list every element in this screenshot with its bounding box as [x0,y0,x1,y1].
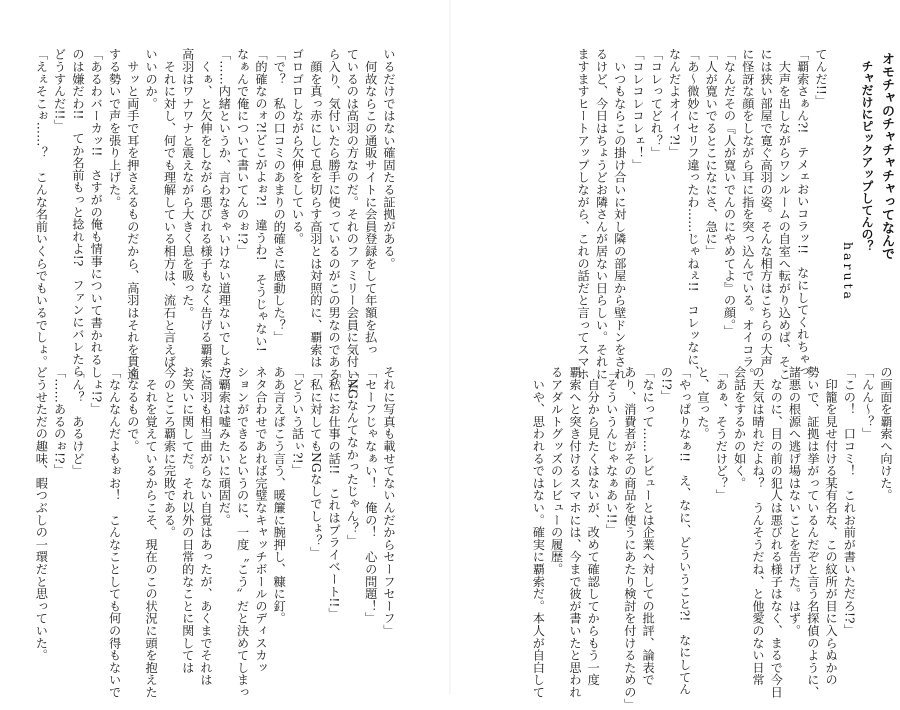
text-block-top-left: いるだけではない確固たる証拠がある。 何故ならこの通販サイトに会員登録をして年額を払っ ているのは高羽の方なのだ。それのファミリー会員に気付いた ら入り、気付いたら勝手に使っているのがこの男なのである。 顔を真っ赤にして息を切らす高羽とは対照的に、覇索は ゴロゴロしながら欠伸をしている。 「で？ 私の口コミのあまりの的確さに感動した？」 「的確なのォ?!どこがよぉ?! 違うわ! そうじゃない! なぁんで俺について書いてんのぉ!?」 「……内緒というか、言わなきゃいけない道理ないでしょ？」 くぁ、と欠伸をしながら悪びれる様子もなく告げる覇索に、 高羽はワナワナと震えながら大きく息を吸った。 それに対し、何でも理解している相方は、流石と言えば いいのか。 サッと両手で耳を押さえるものだから、高羽はそれを貫通 する勢いで声を張り上げた。 「あるわバーカッ!! さすがの俺も情事について書かれる のは嫌だわ!! てか名前もっと捻れよ!? ファンにバレたら どうすんだ!!」 「えぇそこぉ……？ こんな名前いくらでもいるでしょ。 [34,48,396,393]
story-title: オモチャのチャチャチャってなんで [879,52,894,260]
text-block-bottom-left: それに写真も載せてないんだからセーフセーフ」 「セーフじゃなぁい！ 俺の！ 心の問題！」 「NGなんてなかったじゃん？」 「私にお仕事の話!! これはプライベート!!」 「私に対してもNGなしでしょ？」 「どういう話ぃ?!」 ああ言えばこう言う、暖簾に腕押し、糠に釘。 ネタ合わせであれば完璧なキャッチボールのディスカッ ションができるというのに、一度〝こう〟だと決めてしまっ た覇索は嘘みたいに頑固だ。 高羽も相当曲がらない自覚はあったが、あくまでそれは お笑いに関してだ。それ以外の日常的なことに関しては 今のところ覇索に完敗である。 それを覚えているからこそ、現在のこの状況に頭を抱えた くなるもので。 「なんなんだよもぉお！ こんなことしても何の得もないで しょ!?」 「ん？ あるけど」 「……あるのぉ!?」 どうせただの趣味、暇つぶしの一環だと思っていた。 [34,366,396,699]
left-page [0,0,450,699]
right-page [450,0,900,710]
text-block-bottom-right: の画面を覇索へ向けた。 「んん～？」 「この！ 口コミ！ これお前が書いただろ!?」 印籠を見せ付ける某有名な、この紋所が目に入らぬかの 勢いで、証拠は挙がっているんだぞと言う名探偵のように、 諸悪の根源へ逃げ場はないことを告げた。はず。 なのに、目の前の犯人は悪びれる様子はなく、まるで今日 の天気は晴れだよね？ うんそうだね、と他愛のない日常 会話をするかの如く。 「あぁ、そうだけど？」 と、宣った。 「やっぱりなぁ!! え、なに、どういうこと?! なにしてん の!?」 「なにって……レビューとは企業へ対しての批評、論表で あり、消費者がその商品を使うにあたり検討を付けるための」 「そういうんじゃなぁあい!!」 自分から見たくはないが、改めて確認してからもう一度 覇索へと突き付けるスマホには、今まで彼が書いたと思われ るアダルトグッズのレビューの履歴。 いや、思われるではない。確実に覇索だ。本人が自白して [531,366,893,710]
text-block-top-right: てんだ!!」 「覇索さぁん?! テメェおいコラッ!! なにしてくれちゃっ 大声を出しながらワンルームの自室へ転がり込めば、そこ には狭い部屋で寛ぐ高羽の姿。そんな相方はこちらの大声 に怪訝な顔をしながら耳に指を突っ込んでいる。オイコラ。 「なんだその『人が寛いでんのにやめてよ』の顔。」 「人が寛いでるとこになにさ、急に」 「あ～微妙にセリフ違ったわ……じゃねぇ!! コレッなに、 なんだよオイィ?!」 「コレってどれ？」 「コレコレコレェ！」 いつもならこの掛け合いに対し隣の部屋から壁ドンをされ るけど、今日はちょうどお隣さんが居ない日らしい。それに ますますヒートアップしながら、これの話だと言ってスマホ [576,48,828,381]
story-author: haruta [841,242,856,303]
story-subtitle: チャだけにピックアップしてんの？ [860,60,874,252]
